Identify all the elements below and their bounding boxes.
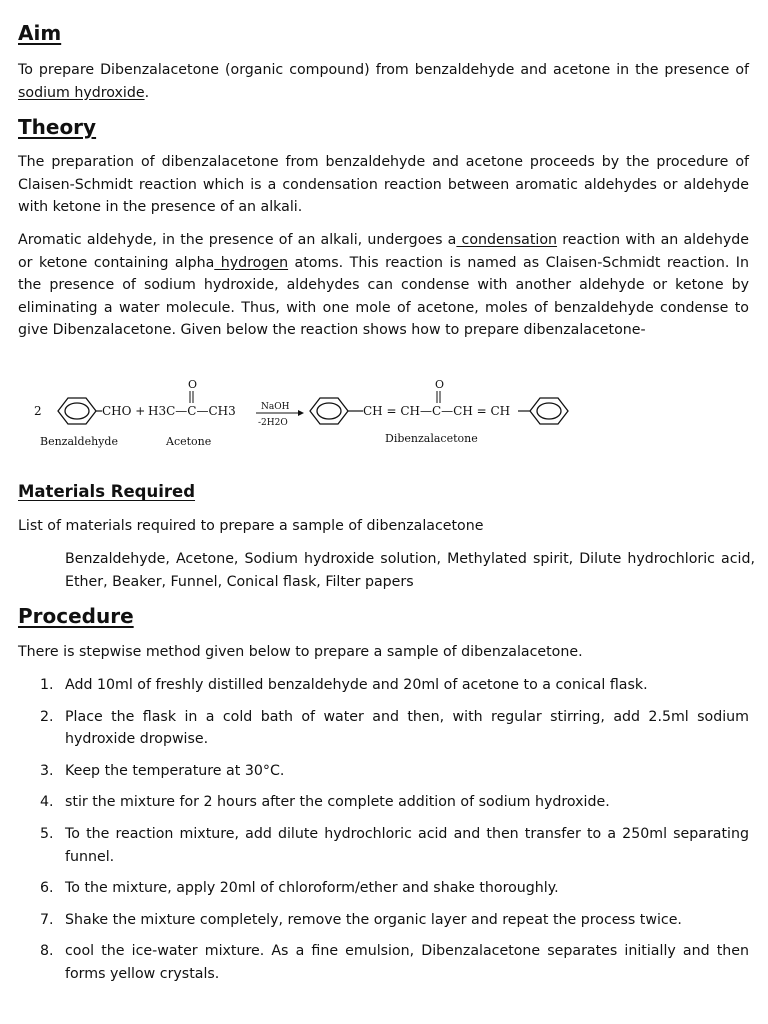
reactant1-group: CHO + [102,404,146,418]
reagent-naoh: NaOH [261,402,290,412]
theory-heading: Theory [18,115,97,139]
benzene-ring-icon [58,398,96,424]
procedure-step: 1. Add 10ml of freshly distilled benzaldehyde and 20ml of acetone to a conical flask. [18,674,749,697]
procedure-step: 8. cool the ice-water mixture. As a fine emulsion, Dibenzalacetone separates initially and then forms yellow crystals. [18,940,749,985]
procedure-step: 2. Place the flask in a cold bath of water and then, with regular stirring, add 2.5ml sodium hydroxide dropwise. [18,706,749,751]
product-chain: CH = CH—C—CH = CH [363,404,511,418]
label-benzaldehyde: Benzaldehyde [40,435,118,448]
aim-heading: Aim [18,21,62,45]
procedure-steps [18,674,749,986]
label-dibenzalacetone: Dibenzalacetone [385,432,478,445]
sodium-hydroxide-link[interactable]: sodium hydroxide [18,84,145,101]
aim-text: To prepare Dibenzalacetone (organic compound) from benzaldehyde and acetone in the presence of sodium hydroxide. [18,62,749,101]
acetone-oxygen: O [188,378,198,391]
benzene-ring-icon [310,398,348,424]
theory-paragraph-1: The preparation of dibenzalacetone from benzaldehyde and acetone proceeds by the procedure of Claisen-Schmidt reaction which is a condensation reaction between aromatic aldehydes or aldehyde with ketone in the presence of an alkali. [18,154,749,216]
coefficient-2: 2 [34,404,42,418]
theory-paragraph-2: Aromatic aldehyde, in the presence of an alkali, undergoes a condensation reaction with an aldehyde or ketone containing alpha hydrogen atoms. This reaction is named as Claisen-Schmidt reaction. In the presence of sodium hydroxide, aldehydes can condense with another aldehyde or ketone by eliminating a water molecule. Thus, with one mole of acetone, moles of benzaldehyde condense to give Dibenzalacetone. Given below the reaction shows how to prepare dibenzalacetone- [18,232,749,339]
benzene-ring-icon [530,398,568,424]
step-number: 1. [40,677,54,693]
condensation-link[interactable]: condensation [456,232,558,248]
procedure-heading: Procedure [18,604,134,628]
reaction-scheme [18,365,618,460]
acetone-formula: H3C—C—CH3 [148,404,236,418]
materials-list: Benzaldehyde, Acetone, Sodium hydroxide solution, Methylated spirit, Dilute hydrochloric acid, Ether, Beaker, Funnel, Conical flask, Filter papers [65,551,755,590]
materials-intro: List of materials required to prepare a sample of dibenzalacetone [18,518,484,534]
procedure-step: 6. To the mixture, apply 20ml of chloroform/ether and shake thoroughly. [18,877,749,900]
procedure-step: 3. Keep the temperature at 30°C. [18,760,749,783]
step-number: 5. [40,825,54,842]
reagent-water: -2H2O [258,418,288,428]
step-number: 3. [40,762,54,779]
step-number: 8. [40,943,54,960]
product-oxygen: O [435,378,445,391]
step-number: 6. [40,880,54,897]
arrow-head-icon [298,410,304,416]
step-number: 2. [40,708,54,725]
procedure-intro: There is stepwise method given below to prepare a sample of dibenzalacetone. [18,644,583,660]
procedure-step: 4. stir the mixture for 2 hours after the complete addition of sodium hydroxide. [18,791,749,814]
label-acetone: Acetone [166,435,212,448]
hydrogen-link[interactable]: hydrogen [214,254,289,271]
procedure-step: 7. Shake the mixture completely, remove the organic layer and repeat the process twice. [18,909,749,932]
step-number: 7. [40,911,54,928]
materials-heading: Materials Required [18,482,196,501]
procedure-step: 5. To the reaction mixture, add dilute hydrochloric acid and then transfer to a 250ml separating funnel. [18,823,749,868]
step-number: 4. [40,794,54,811]
